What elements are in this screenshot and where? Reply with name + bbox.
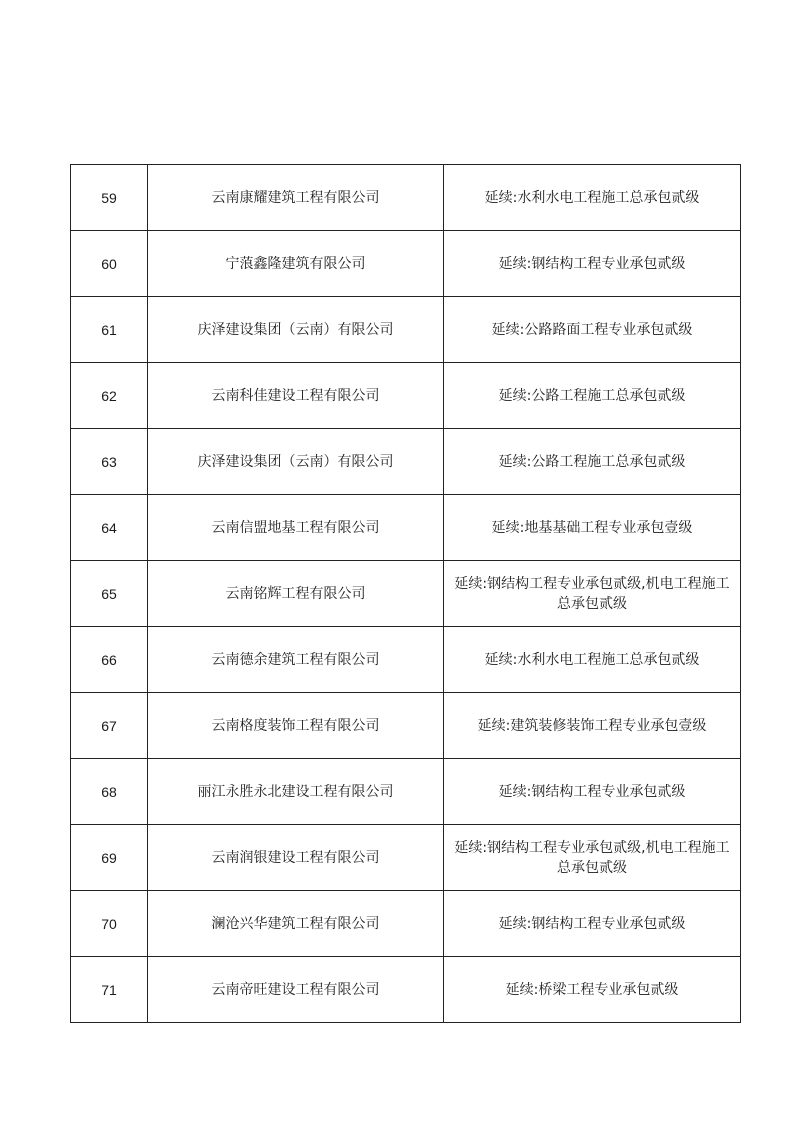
- table-row: [71, 231, 741, 297]
- row-number: 64: [71, 495, 148, 561]
- qualification-item: 延续:钢结构工程专业承包贰级,机电工程施工总承包贰级: [444, 561, 741, 627]
- company-name: 庆泽建设集团（云南）有限公司: [148, 297, 444, 363]
- table-row: [71, 165, 741, 231]
- table-row: [71, 825, 741, 891]
- table-row: [71, 693, 741, 759]
- row-number: 66: [71, 627, 148, 693]
- row-number: 61: [71, 297, 148, 363]
- company-name: 宁蒗鑫隆建筑有限公司: [148, 231, 444, 297]
- qualification-item: 延续:建筑装修装饰工程专业承包壹级: [444, 693, 741, 759]
- row-number: 69: [71, 825, 148, 891]
- company-name: 庆泽建设集团（云南）有限公司: [148, 429, 444, 495]
- qualification-item: 延续:桥梁工程专业承包贰级: [444, 957, 741, 1023]
- company-name: 丽江永胜永北建设工程有限公司: [148, 759, 444, 825]
- company-name: 云南信盟地基工程有限公司: [148, 495, 444, 561]
- qualification-item: 延续:水利水电工程施工总承包贰级: [444, 165, 741, 231]
- company-name: 云南德余建筑工程有限公司: [148, 627, 444, 693]
- qualification-item: 延续:钢结构工程专业承包贰级: [444, 759, 741, 825]
- row-number: 60: [71, 231, 148, 297]
- qualification-item: 延续:钢结构工程专业承包贰级: [444, 231, 741, 297]
- table-row: [71, 957, 741, 1023]
- company-name: 云南帝旺建设工程有限公司: [148, 957, 444, 1023]
- company-name: 云南润银建设工程有限公司: [148, 825, 444, 891]
- table-row: [71, 495, 741, 561]
- qualification-item: 延续:公路路面工程专业承包贰级: [444, 297, 741, 363]
- qualification-item: 延续:水利水电工程施工总承包贰级: [444, 627, 741, 693]
- row-number: 62: [71, 363, 148, 429]
- company-name: 云南铭辉工程有限公司: [148, 561, 444, 627]
- company-name: 云南科佳建设工程有限公司: [148, 363, 444, 429]
- qualification-item: 延续:地基基础工程专业承包壹级: [444, 495, 741, 561]
- company-name: 澜沧兴华建筑工程有限公司: [148, 891, 444, 957]
- row-number: 68: [71, 759, 148, 825]
- row-number: 59: [71, 165, 148, 231]
- table-row: [71, 363, 741, 429]
- qualification-item: 延续:钢结构工程专业承包贰级: [444, 891, 741, 957]
- table-row: [71, 759, 741, 825]
- table-row: [71, 561, 741, 627]
- company-name: 云南格度装饰工程有限公司: [148, 693, 444, 759]
- qualification-item: 延续:公路工程施工总承包贰级: [444, 363, 741, 429]
- qualification-table: [70, 164, 741, 1023]
- qualification-item: 延续:公路工程施工总承包贰级: [444, 429, 741, 495]
- table-row: [71, 297, 741, 363]
- table-row: [71, 429, 741, 495]
- row-number: 65: [71, 561, 148, 627]
- table-row: [71, 891, 741, 957]
- company-name: 云南康耀建筑工程有限公司: [148, 165, 444, 231]
- row-number: 71: [71, 957, 148, 1023]
- row-number: 63: [71, 429, 148, 495]
- qualification-item: 延续:钢结构工程专业承包贰级,机电工程施工总承包贰级: [444, 825, 741, 891]
- table-row: [71, 627, 741, 693]
- row-number: 67: [71, 693, 148, 759]
- row-number: 70: [71, 891, 148, 957]
